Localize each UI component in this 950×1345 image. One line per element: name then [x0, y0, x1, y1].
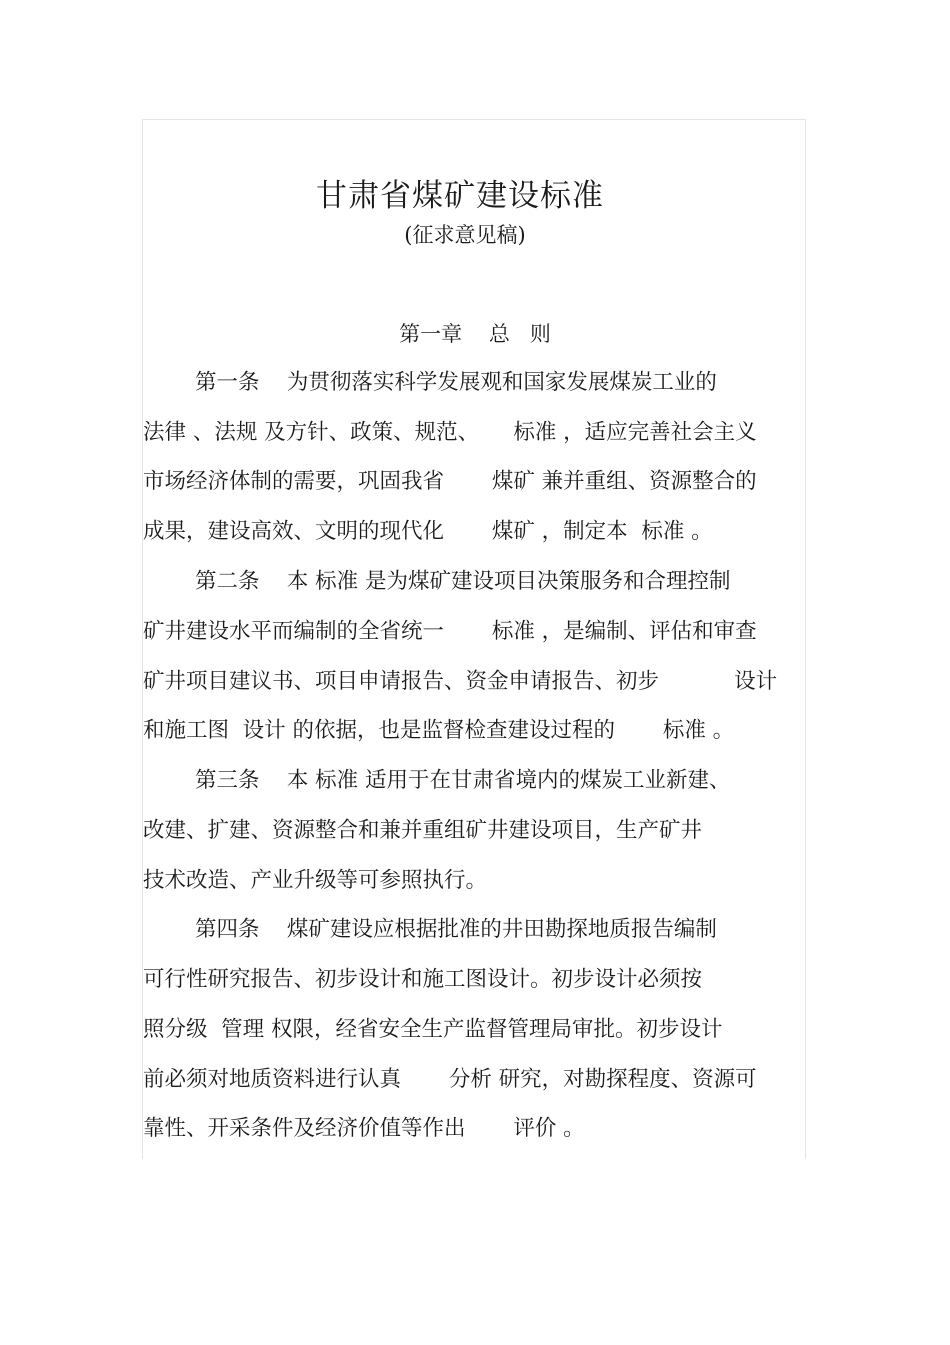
article-4-line-4: 前必须对地质资料进行认真 分析 研究，对勘探程度、资源可 — [143, 1067, 757, 1092]
article-1-line-4: 成果，建设高效、文明的现代化 煤矿 ，制定本 标准 。 — [143, 519, 713, 544]
article-4-line-1: 第四条 煤矿建设应根据批准的井田勘探地质报告编制 — [195, 917, 717, 942]
article-2-line-4: 和施工图 设计 的依据，也是监督检查建设过程的 标准 。 — [143, 718, 735, 743]
document-subtitle: (征求意见稿) — [404, 223, 526, 247]
article-2-line-1: 第二条 本 标准 是为煤矿建设项目决策服务和合理控制 — [195, 569, 731, 594]
chapter-heading: 第一章 总 则 — [399, 322, 551, 346]
article-2-line-3: 矿井项目建议书、项目申请报告、资金申请报告、初步 设计 — [143, 669, 778, 694]
article-1-line-1: 第一条 为贯彻落实科学发展观和国家发展煤炭工业的 — [195, 370, 717, 395]
article-2-line-2: 矿井建设水平而编制的全省统一 标准 ，是编制、评估和审查 — [143, 619, 757, 644]
article-3-line-2: 改建、扩建、资源整合和兼并重组矿井建设项目，生产矿井 — [143, 818, 703, 843]
article-3-line-1: 第三条 本 标准 适用于在甘肃省境内的煤炭工业新建、 — [195, 768, 731, 793]
document-title: 甘肃省煤矿建设标准 — [316, 178, 604, 214]
article-1-line-3: 市场经济体制的需要，巩固我省 煤矿 兼并重组、资源整合的 — [143, 469, 757, 494]
article-3-line-3: 技术改造、产业升级等可参照执行。 — [143, 868, 488, 893]
article-4-line-2: 可行性研究报告、初步设计和施工图设计。初步设计必须按 — [143, 967, 703, 992]
article-4-line-3: 照分级 管理 权限，经省安全生产监督管理局审批。初步设计 — [143, 1017, 723, 1042]
article-1-line-2: 法律 、法规 及方针、政策、规范、 标准 ，适应完善社会主义 — [143, 420, 757, 445]
article-4-line-5: 靠性、开采条件及经济价值等作出 评价 。 — [143, 1116, 585, 1141]
